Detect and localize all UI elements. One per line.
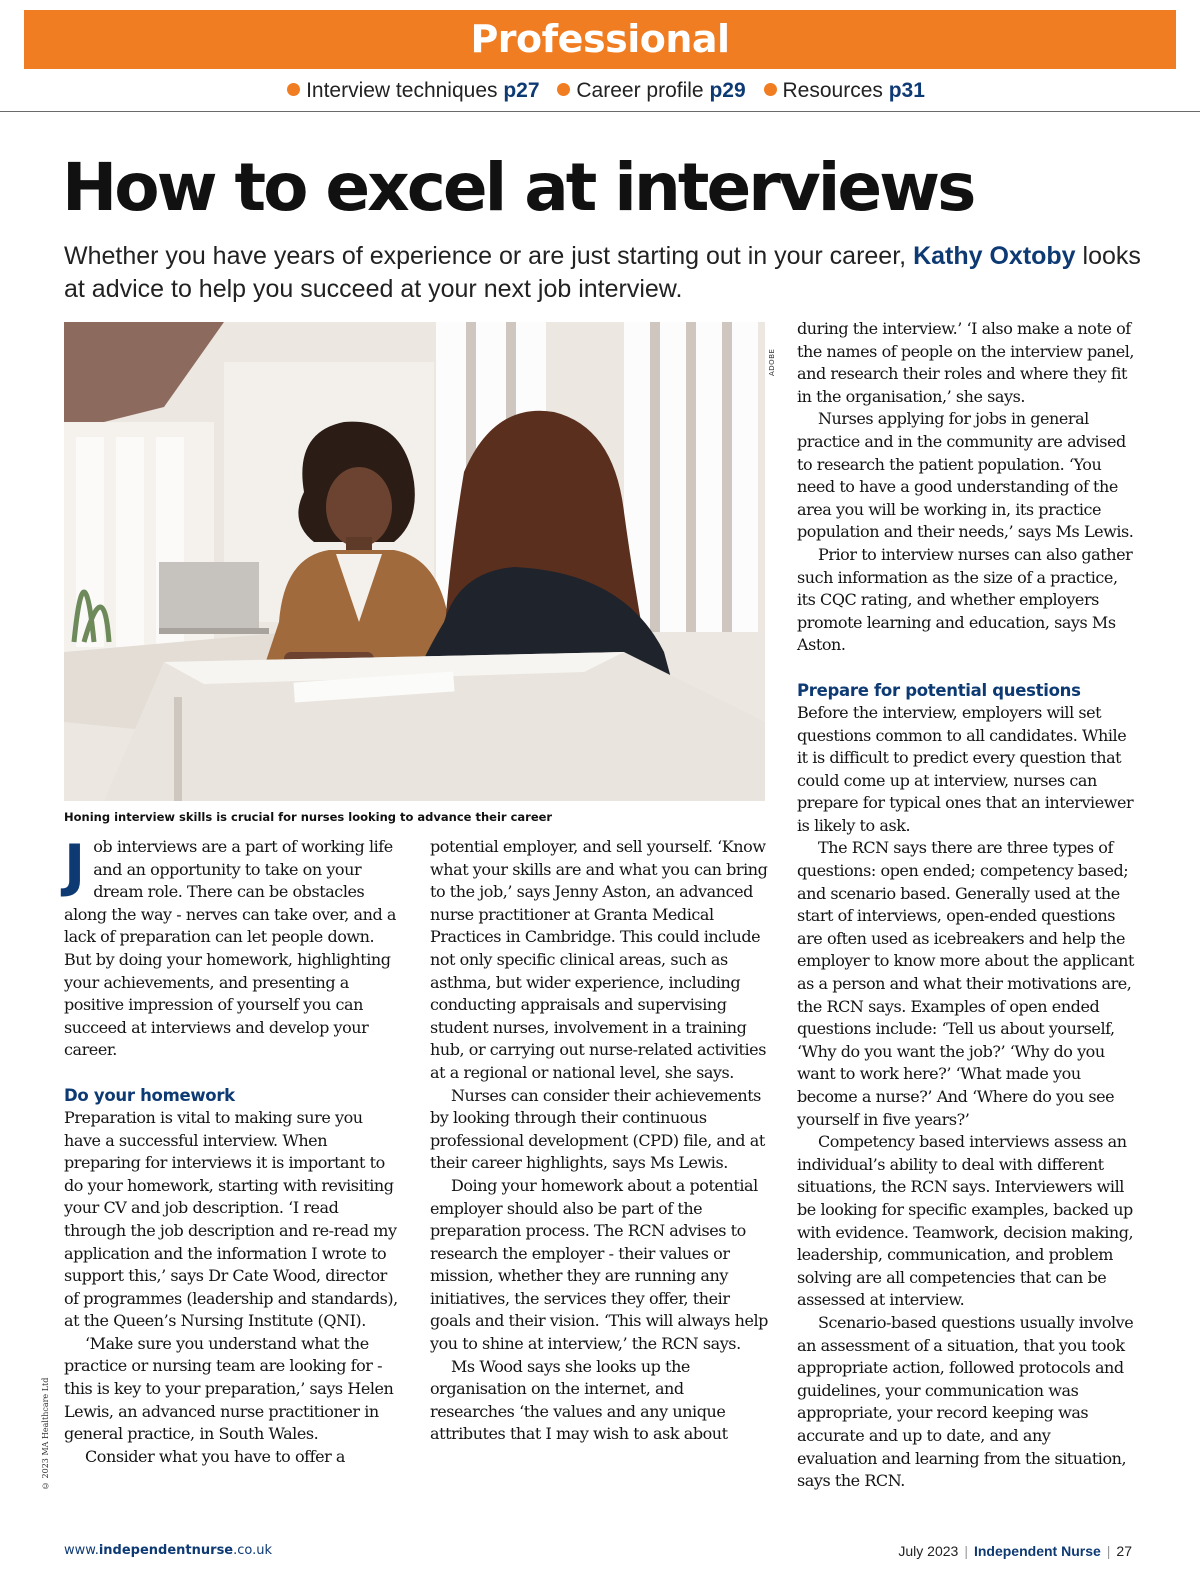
body-paragraph: Nurses can consider their achievements by looking through their continuous professional development (CPD) file, and at their career highlights, says Ms Lewis. [430, 1085, 765, 1173]
body-paragraph: Competency based interviews assess an individual’s ability to deal with different situations, the RCN says. Interviewers will be looking for specific examples, backed up with evidence. Teamwork, decision making, leadership, communication, and problem solving are all competencies that can be assessed at interview. [797, 1132, 1134, 1310]
body-paragraph: Ms Wood says she looks up the organisation on the internet, and researches ‘the values and any unique attributes that I may wish to ask about [430, 1356, 728, 1444]
separator: | [1106, 1543, 1111, 1559]
body-paragraph: Preparation is vital to making sure you have a successful interview. When preparing for interviews it is important to do your homework, starting with revisiting your CV and job description. ‘I read through the job description and re-read my application and the information I wrote to support this,’ says Dr Cate Wood, director of programmes (leadership and standards), at the Queen’s Nursing Institute (QNI). [64, 1107, 398, 1331]
interview-photo-illustration [64, 322, 765, 801]
separator: | [964, 1543, 968, 1559]
photo-credit: ADOBE [768, 348, 776, 376]
article-headline: How to excel at interviews [62, 149, 974, 226]
nav-item-interview-techniques[interactable]: Interview techniques p27 [275, 79, 539, 102]
magazine-name: Independent Nurse [973, 1543, 1101, 1559]
section-nav [0, 79, 1200, 103]
intro-paragraph: Job interviews are a part of working life and an opportunity to take on your dream role. There can be obstacles along the way - nerves can take over, and a lack of preparation can let people down. But by doing your homework, highlighting your achievements, and presenting a positive impression of yourself you can succeed at interviews and develop your career. [64, 833, 396, 1060]
drop-cap: J [64, 833, 86, 899]
article-column-3 [797, 318, 1135, 1493]
body-paragraph: Prior to interview nurses can also gather such information as the size of a practice, its CQC rating, and whether employers promote learning and education, says Ms Aston. [797, 544, 1133, 655]
body-paragraph: during the interview.’ ‘I also make a note of the names of people on the interview panel, and research their roles and where they fit in the organisation,’ she says. [797, 319, 1135, 406]
nav-item-resources[interactable]: Resources p31 [752, 79, 925, 102]
bullet-dot-icon [764, 83, 777, 96]
website-url[interactable]: www.independentnurse.co.uk [64, 1543, 273, 1558]
section-title: Professional [470, 17, 730, 61]
issue-date: July 2023 [898, 1543, 959, 1559]
article-standfirst: Whether you have years of experience or are just starting out in your career, Kathy Oxtoby looks at advice to help you succeed at your next job interview. [64, 242, 1141, 303]
article-column-2 [430, 836, 768, 1446]
header-divider [0, 111, 1200, 112]
article-photo [64, 322, 765, 801]
body-paragraph: potential employer, and sell yourself. ‘Know what your skills are and what you can bring to the job,’ says Jenny Aston, an advanced nurse practitioner at Granta Medical Practices in Cambridge. This could include not only specific clinical areas, such as asthma, but wider experience, including conducting appraisals and supervising student nurses, involvement in a training hub, or carrying out nurse-related activities at a regional or national level, she says. [430, 837, 768, 1082]
bullet-dot-icon [287, 83, 300, 96]
issue-info [898, 1543, 1132, 1559]
body-paragraph: ‘Make sure you understand what the practice or nursing team are looking for - this is key to your preparation,’ says Helen Lewis, an advanced nurse practitioner in general practice, in South Wales. [64, 1333, 394, 1444]
body-paragraph: Doing your homework about a potential employer should also be part of the preparation process. The RCN advises to research the employer - their values or mission, whether they are running any initiatives, the services they offer, their goals and their vision. ‘This will always help you to shine at interview,’ the RCN says. [430, 1175, 768, 1354]
author-name: Kathy Oxtoby [913, 242, 1076, 270]
nav-item-career-profile[interactable]: Career profile p29 [545, 79, 745, 102]
body-paragraph: Before the interview, employers will set questions common to all candidates. While it is difficult to predict every question that could come up at interview, nurses can prepare for typical ones that an interviewer is likely to ask. [797, 702, 1134, 835]
body-paragraph: Nurses applying for jobs in general practice and in the community are advised to research the patient population. ‘You need to have a good understanding of the area you will be working in, its practice population and their needs,’ says Ms Lewis. [797, 409, 1134, 542]
copyright-notice: © 2023 MA Healthcare Ltd [41, 1377, 50, 1490]
body-paragraph: Consider what you have to offer a [85, 1446, 346, 1466]
bullet-dot-icon [557, 83, 570, 96]
body-paragraph: The RCN says there are three types of questions: open ended; competency based; and scenario based. Generally used at the start of interviews, open-ended questions are often used as icebreakers and help the employer to know more about the applicant as a person and what their motivations are, the RCN says. Examples of open ended questions include: ‘Tell us about yourself, ‘Why do you want the job?’ ‘Why do you want to work here?’ ‘What made you become a nurse?’ And ‘Where do you see yourself in five years?’ [797, 838, 1135, 1129]
subheading-do-your-homework: Do your homework [64, 1085, 235, 1105]
section-banner [24, 10, 1176, 69]
photo-caption: Honing interview skills is crucial for nurses looking to advance their career [64, 810, 553, 824]
page-number: 27 [1116, 1543, 1132, 1559]
body-paragraph: Scenario-based questions usually involve an assessment of a situation, that you took appropriate action, followed protocols and guidelines, your communication was appropriate, your record keeping was accurate and up to date, and any evaluation and learning from the situation, says the RCN. [797, 1312, 1134, 1491]
article-column-1 [64, 833, 402, 1468]
subheading-prepare-for-questions: Prepare for potential questions [797, 680, 1081, 700]
